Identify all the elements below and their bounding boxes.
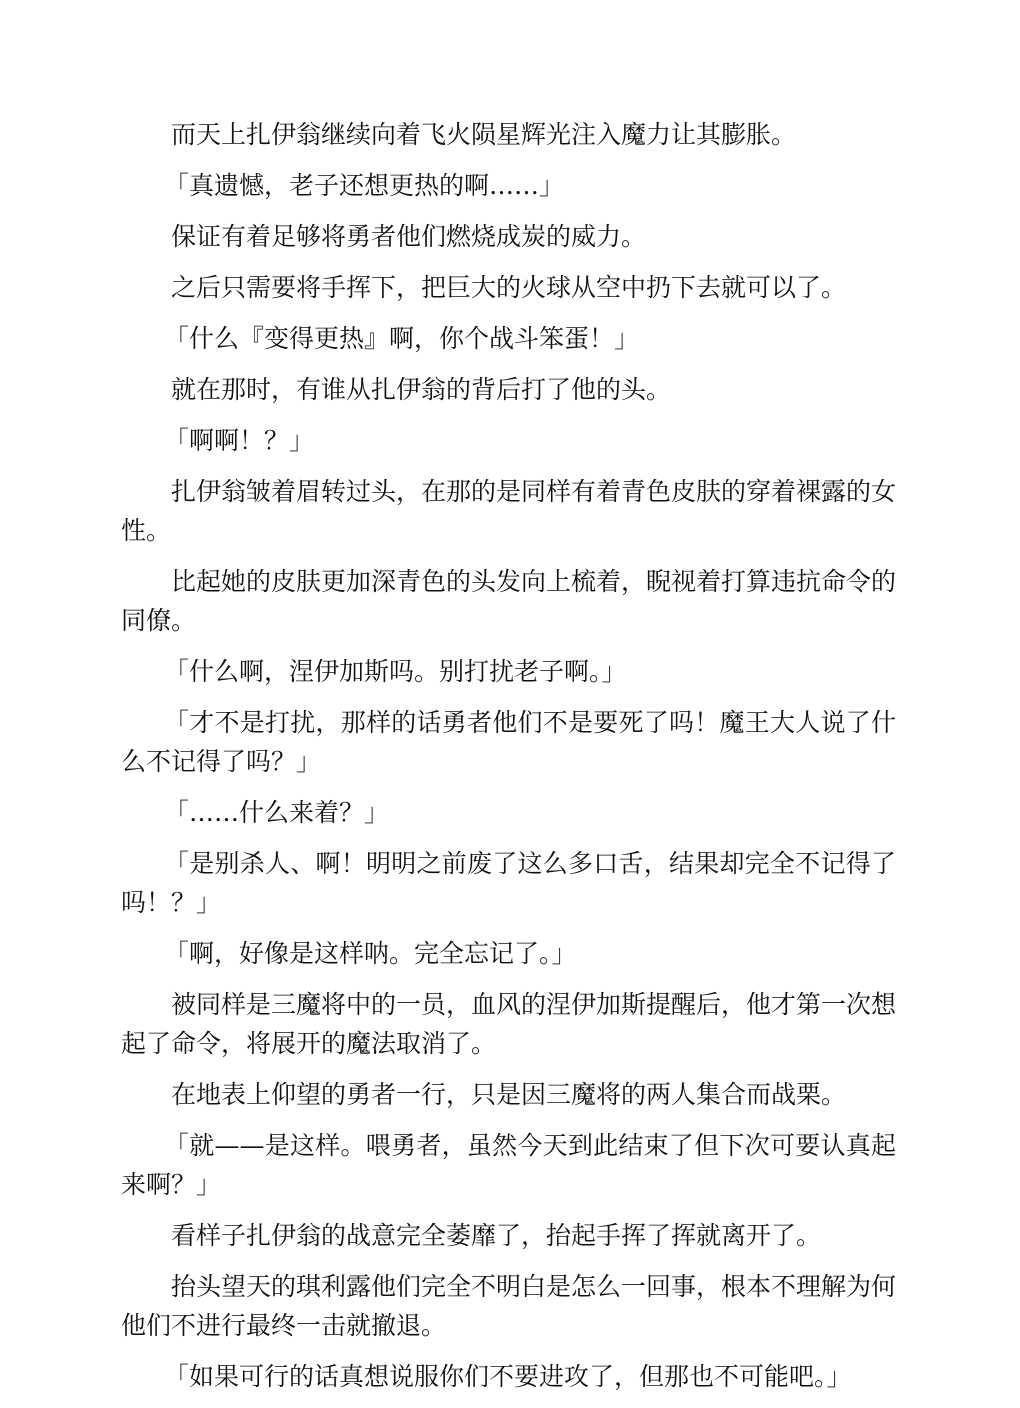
paragraph: 比起她的皮肤更加深青色的头发向上梳着，睨视着打算违抗命令的同僚。 bbox=[121, 567, 897, 635]
dialogue-paragraph: 「啊，好像是这样呐。完全忘记了。」 bbox=[164, 939, 577, 968]
paragraph: 保证有着足够将勇者他们燃烧成炭的威力。 bbox=[171, 222, 647, 251]
paragraph: 抬头望天的琪利露他们完全不明白是怎么一回事，根本不理解为何他们不进行最终一击就撤退。 bbox=[121, 1272, 897, 1340]
paragraph: 扎伊翁皱着眉转过头，在那的是同样有着青色皮肤的穿着裸露的女性。 bbox=[121, 477, 897, 545]
dialogue-paragraph: 「才不是打扰，那样的话勇者他们不是要死了吗！魔王大人说了什么不记得了吗？」 bbox=[121, 708, 896, 776]
dialogue-paragraph: 「啊啊！？」 bbox=[164, 426, 315, 455]
dialogue-paragraph: 「什么『变得更热』啊，你个战斗笨蛋！」 bbox=[164, 324, 640, 353]
paragraph: 就在那时，有谁从扎伊翁的背后打了他的头。 bbox=[171, 375, 672, 404]
paragraph: 被同样是三魔将中的一员，血风的涅伊加斯提醒后，他才第一次想起了命令，将展开的魔法取消了。 bbox=[121, 990, 897, 1058]
paragraph: 看样子扎伊翁的战意完全萎靡了，抬起手挥了挥就离开了。 bbox=[171, 1221, 822, 1250]
dialogue-paragraph: 「真遗憾，老子还想更热的啊……」 bbox=[164, 171, 565, 200]
paragraph: 之后只需要将手挥下，把巨大的火球从空中扔下去就可以了。 bbox=[171, 273, 847, 302]
dialogue-paragraph: 「……什么来着？」 bbox=[164, 798, 390, 827]
dialogue-paragraph: 「什么啊，涅伊加斯吗。别打扰老子啊。」 bbox=[164, 657, 627, 686]
paragraph: 而天上扎伊翁继续向着飞火陨星辉光注入魔力让其膨胀。 bbox=[171, 120, 797, 149]
dialogue-paragraph: 「是别杀人、啊！明明之前废了这么多口舌，结果却完全不记得了吗！？」 bbox=[121, 849, 896, 917]
document-page bbox=[121, 115, 896, 1408]
dialogue-paragraph: 「如果可行的话真想说服你们不要进攻了，但那也不可能吧。」 bbox=[164, 1362, 852, 1391]
dialogue-paragraph: 「就——是这样。喂勇者，虽然今天到此结束了但下次可要认真起来啊？」 bbox=[121, 1131, 896, 1199]
paragraph: 在地表上仰望的勇者一行，只是因三魔将的两人集合而战栗。 bbox=[171, 1080, 847, 1109]
